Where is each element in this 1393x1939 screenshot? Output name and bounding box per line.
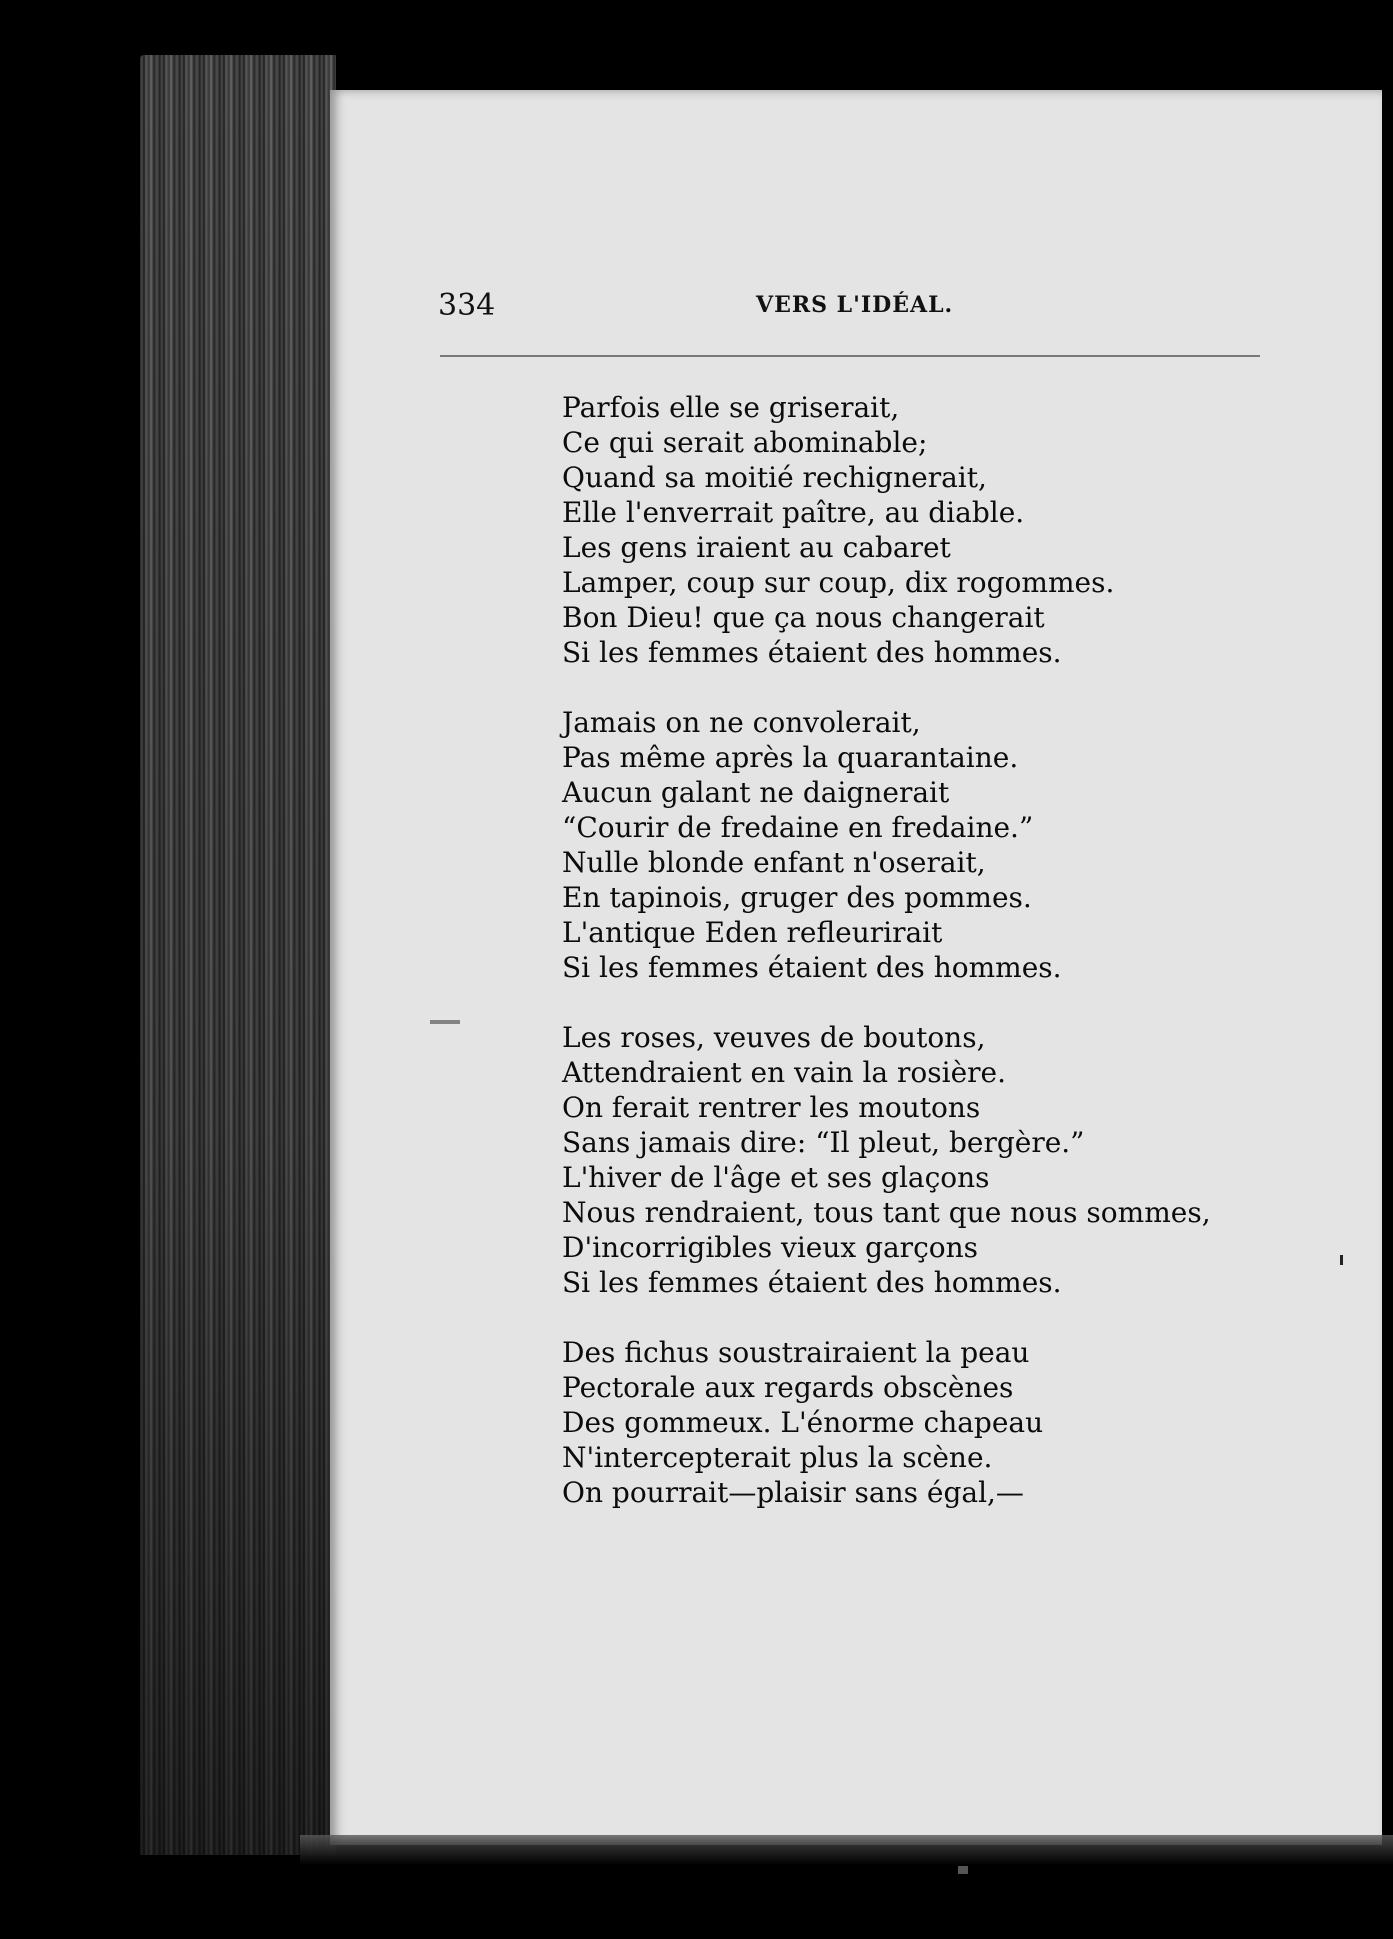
verse-line: Les gens iraient au cabaret [562, 531, 951, 564]
verse-line: Des fichus soustrairaient la peau [562, 1336, 1030, 1369]
verse-line: Aucun galant ne daignerait [562, 776, 950, 809]
verse-line: Attendraient en vain la rosière. [562, 1056, 1006, 1089]
scan-speck [430, 1020, 460, 1024]
verse-line: Quand sa moitié rechignerait, [562, 461, 987, 494]
verse-line: Si les femmes étaient des hommes. [562, 951, 1062, 984]
verse-line: L'antique Eden refleurirait [562, 916, 943, 949]
book-edge-shadow [140, 55, 336, 1855]
verse-line: Nous rendraient, tous tant que nous sommes, [562, 1196, 1211, 1229]
verse-line: En tapinois, gruger des pommes. [562, 881, 1032, 914]
verse-line: Pas même après la quarantaine. [562, 741, 1019, 774]
page-bottom-shadow [300, 1835, 1393, 1865]
verse-line: Si les femmes étaient des hommes. [562, 1266, 1062, 1299]
verse-line: D'incorrigibles vieux garçons [562, 1231, 979, 1264]
running-title: VERS L'IDÉAL. [756, 292, 954, 318]
scan-speck [958, 1866, 968, 1874]
stanza [562, 1335, 1262, 1510]
verse-line: Ce qui serait abominable; [562, 426, 928, 459]
verse-line: Elle l'enverrait paître, au diable. [562, 496, 1025, 529]
verse-line: On ferait rentrer les moutons [562, 1091, 981, 1124]
verse-line: Si les femmes étaient des hommes. [562, 636, 1062, 669]
stanza [562, 705, 1262, 985]
verse-line: On pourrait—plaisir sans égal,— [562, 1476, 1024, 1509]
verse-line: Lamper, coup sur coup, dix rogommes. [562, 566, 1115, 599]
page-number: 334 [438, 288, 496, 323]
stanza [562, 1020, 1262, 1300]
scan-speck [1340, 1255, 1343, 1265]
verse-line: Jamais on ne convolerait, [562, 706, 921, 739]
verse-line: Sans jamais dire: “Il pleut, bergère.” [562, 1126, 1085, 1159]
verse-line: “Courir de fredaine en fredaine.” [562, 811, 1034, 844]
verse-line: N'intercepterait plus la scène. [562, 1441, 993, 1474]
header-rule [440, 355, 1260, 357]
verse-line: Bon Dieu! que ça nous changerait [562, 601, 1045, 634]
verse-line: Des gommeux. L'énorme chapeau [562, 1406, 1044, 1439]
verse-line: Nulle blonde enfant n'oserait, [562, 846, 986, 879]
page-header [438, 288, 1258, 328]
verse-line: L'hiver de l'âge et ses glaçons [562, 1161, 990, 1194]
poem-body [562, 390, 1262, 1545]
verse-line: Pectorale aux regards obscènes [562, 1371, 1014, 1404]
stanza [562, 390, 1262, 670]
verse-line: Parfois elle se griserait, [562, 391, 900, 424]
verse-line: Les roses, veuves de boutons, [562, 1021, 986, 1054]
